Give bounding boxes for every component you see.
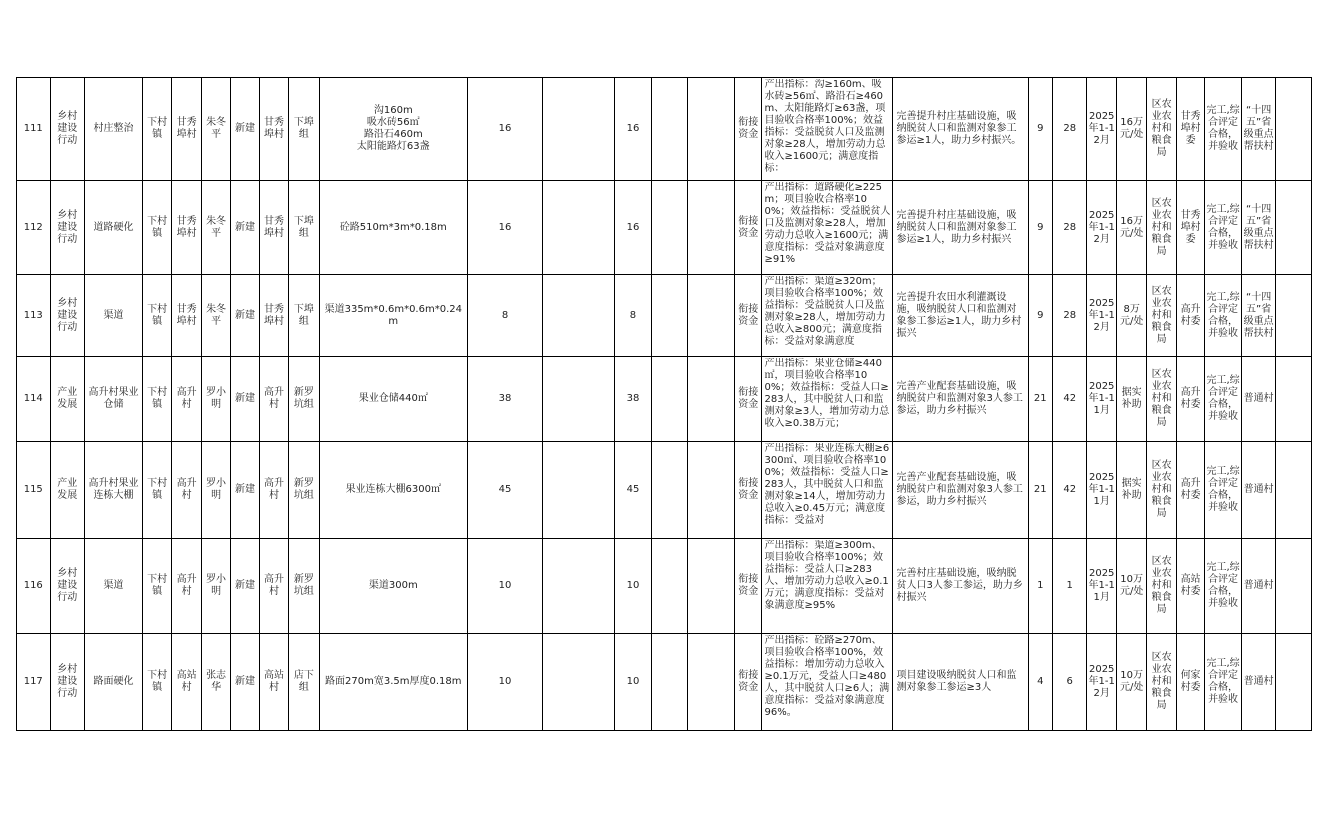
project-type-cell: 产业发展: [50, 442, 85, 539]
benefit-mechanism-cell: 项目建设吸纳脱贫人口和监测对象参工参运≥3人: [893, 634, 1028, 731]
row-number-cell: 116: [17, 539, 51, 634]
performance-indicators: 产出指标：渠道≥320m；项目验收合格率100%；效益指标：受益脱贫人口及监测对象≥28人，增加劳动力总收入≥800元；满意度指标：受益对象满意度: [764, 276, 886, 347]
subsidy-standard-cell: 8万元/处: [1116, 275, 1146, 357]
location-group-cell: 新罗坑组: [289, 442, 319, 539]
fund-column-c-cell: [651, 181, 688, 275]
subsidy-standard-cell: 据实补助: [1116, 357, 1146, 442]
fund-column-c-cell: [651, 78, 688, 181]
village-category-cell: 普通村: [1241, 539, 1276, 634]
location-village-cell: 甘秀埠村: [259, 275, 288, 357]
row-number-cell: 115: [17, 442, 51, 539]
fund-column-a-cell: [543, 634, 615, 731]
table-row: [17, 181, 1312, 275]
build-nature-cell: 新建: [231, 357, 259, 442]
town-cell: 下村镇: [142, 78, 171, 181]
beneficiary-people-cell: 42: [1052, 442, 1087, 539]
project-owner-cell: 甘秀埠村委: [1176, 78, 1204, 181]
beneficiary-people-cell: 42: [1052, 357, 1087, 442]
implementation-period-cell: 2025年1-12月: [1087, 634, 1116, 731]
fund-source-cell: 衔接资金: [735, 442, 762, 539]
subsidy-standard-cell: 10万元/处: [1116, 539, 1146, 634]
fund-column-d-cell: [688, 539, 735, 634]
project-type-cell: 乡村建设行动: [50, 634, 85, 731]
beneficiary-people-cell: 1: [1052, 539, 1087, 634]
project-name-cell: 渠道: [85, 275, 143, 357]
fund-column-c-cell: [651, 539, 688, 634]
performance-indicators-cell: [762, 357, 893, 442]
implementation-period-cell: 2025年1-11月: [1087, 442, 1116, 539]
responsible-person-cell: 罗小明: [201, 357, 230, 442]
acceptance-status-cell: 完工,综合评定合格，并验收: [1205, 357, 1242, 442]
acceptance-status-cell: 完工,综合评定合格，并验收: [1205, 634, 1242, 731]
acceptance-status-cell: 完工,综合评定合格，并验收: [1205, 181, 1242, 275]
village-category-cell: “十四五”省级重点帮扶村: [1241, 275, 1276, 357]
subsidy-standard-cell: 据实补助: [1116, 442, 1146, 539]
blank-cell-cell: [1276, 442, 1312, 539]
town-cell: 下村镇: [142, 181, 171, 275]
fund-column-a-cell: [543, 442, 615, 539]
blank-cell-cell: [1276, 357, 1312, 442]
fund-column-c-cell: [651, 275, 688, 357]
fund-column-c-cell: [651, 442, 688, 539]
village-cell: 高升村: [172, 357, 201, 442]
benefit-mechanism-cell: 完善产业配套基础设施，吸纳脱贫户和监测对象3人参工参运，助力乡村振兴: [893, 357, 1028, 442]
beneficiary-households-cell: 21: [1028, 357, 1052, 442]
fund-column-d-cell: [688, 275, 735, 357]
competent-department-cell: 区农业农村和粮食局: [1147, 634, 1176, 731]
responsible-person-cell: 罗小明: [201, 442, 230, 539]
construction-content-cell: 果业连栋大棚6300㎡: [319, 442, 467, 539]
competent-department-cell: 区农业农村和粮食局: [1147, 442, 1176, 539]
beneficiary-people-cell: 28: [1052, 78, 1087, 181]
performance-indicators-cell: [762, 442, 893, 539]
row-number-cell: 111: [17, 78, 51, 181]
project-owner-cell: 何家村委: [1176, 634, 1204, 731]
responsible-person-cell: 朱冬平: [201, 78, 230, 181]
benefit-mechanism-cell: 完善提升村庄基础设施，吸纳脱贫人口和监测对象参工参运≥1人，助力乡村振兴: [893, 181, 1028, 275]
acceptance-status-cell: 完工,综合评定合格，并验收: [1205, 78, 1242, 181]
total-investment-cell: 10: [467, 634, 542, 731]
location-village-cell: 高升村: [259, 539, 288, 634]
fund-column-c-cell: [651, 634, 688, 731]
village-cell: 高升村: [172, 539, 201, 634]
town-cell: 下村镇: [142, 634, 171, 731]
table-row: [17, 539, 1312, 634]
fund-column-a-cell: [543, 357, 615, 442]
acceptance-status-cell: 完工,综合评定合格，并验收: [1205, 275, 1242, 357]
village-cell: 高升村: [172, 442, 201, 539]
village-category-cell: 普通村: [1241, 442, 1276, 539]
table-body: [17, 78, 1312, 731]
implementation-period-cell: 2025年1-12月: [1087, 78, 1116, 181]
competent-department-cell: 区农业农村和粮食局: [1147, 181, 1176, 275]
project-name-cell: 道路硬化: [85, 181, 143, 275]
table-row: [17, 78, 1312, 181]
acceptance-status-cell: 完工,综合评定合格，并验收: [1205, 539, 1242, 634]
subsidy-standard-cell: 10万元/处: [1116, 634, 1146, 731]
subsidy-standard-cell: 16万元/处: [1116, 78, 1146, 181]
project-owner-cell: 高升村委: [1176, 442, 1204, 539]
beneficiary-households-cell: 4: [1028, 634, 1052, 731]
table-row: [17, 634, 1312, 731]
beneficiary-people-cell: 28: [1052, 275, 1087, 357]
fund-column-d-cell: [688, 357, 735, 442]
fund-source-cell: 衔接资金: [735, 181, 762, 275]
responsible-person-cell: 罗小明: [201, 539, 230, 634]
blank-cell-cell: [1276, 275, 1312, 357]
beneficiary-households-cell: 9: [1028, 275, 1052, 357]
project-owner-cell: 高升村委: [1176, 357, 1204, 442]
town-cell: 下村镇: [142, 442, 171, 539]
total-investment-cell: 8: [467, 275, 542, 357]
competent-department-cell: 区农业农村和粮食局: [1147, 357, 1176, 442]
fund-source-cell: 衔接资金: [735, 357, 762, 442]
implementation-period-cell: 2025年1-11月: [1087, 539, 1116, 634]
project-owner-cell: 甘秀埠村委: [1176, 181, 1204, 275]
responsible-person-cell: 朱冬平: [201, 275, 230, 357]
project-name-cell: 高升村果业仓储: [85, 357, 143, 442]
fund-column-b-cell: 10: [615, 634, 652, 731]
build-nature-cell: 新建: [231, 539, 259, 634]
village-cell: 高站村: [172, 634, 201, 731]
fund-column-b-cell: 16: [615, 78, 652, 181]
location-group-cell: 店下组: [289, 634, 319, 731]
project-type-cell: 乡村建设行动: [50, 181, 85, 275]
project-owner-cell: 高站村委: [1176, 539, 1204, 634]
project-name-cell: 渠道: [85, 539, 143, 634]
total-investment-cell: 45: [467, 442, 542, 539]
subsidy-standard-cell: 16万元/处: [1116, 181, 1146, 275]
fund-column-c-cell: [651, 357, 688, 442]
location-group-cell: 新罗坑组: [289, 539, 319, 634]
project-type-cell: 乡村建设行动: [50, 275, 85, 357]
fund-column-a-cell: [543, 539, 615, 634]
village-category-cell: “十四五”省级重点帮扶村: [1241, 181, 1276, 275]
performance-indicators: 产出指标：道路硬化≥225m；项目验收合格率100%；效益指标：受益脱贫人口及监测对象≥28人，增加劳动力总收入≥1600元；满意度指标：受益对象满意度≥91%: [764, 182, 891, 265]
beneficiary-people-cell: 28: [1052, 181, 1087, 275]
village-cell: 甘秀埠村: [172, 181, 201, 275]
town-cell: 下村镇: [142, 275, 171, 357]
benefit-mechanism-cell: 完善产业配套基础设施，吸纳脱贫户和监测对象3人参工参运，助力乡村振兴: [893, 442, 1028, 539]
project-name-cell: 高升村果业连栋大棚: [85, 442, 143, 539]
blank-cell-cell: [1276, 634, 1312, 731]
village-category-cell: “十四五”省级重点帮扶村: [1241, 78, 1276, 181]
performance-indicators-cell: [762, 78, 893, 181]
project-type-cell: 乡村建设行动: [50, 539, 85, 634]
fund-column-a-cell: [543, 275, 615, 357]
build-nature-cell: 新建: [231, 181, 259, 275]
village-cell: 甘秀埠村: [172, 275, 201, 357]
fund-column-d-cell: [688, 442, 735, 539]
performance-indicators: 产出指标：沟≥160m、吸水砖≥56㎡、路沿石≥460m、太阳能路灯≥63盏，项目验收合格率100%；效益指标：受益脱贫人口及监测对象≥28人，增加劳动力总收入≥1600元；满意度指标：: [764, 79, 886, 174]
beneficiary-households-cell: 21: [1028, 442, 1052, 539]
fund-column-b-cell: 10: [615, 539, 652, 634]
location-village-cell: 甘秀埠村: [259, 78, 288, 181]
fund-column-b-cell: 8: [615, 275, 652, 357]
project-owner-cell: 高升村委: [1176, 275, 1204, 357]
construction-content-cell: 渠道300m: [319, 539, 467, 634]
beneficiary-households-cell: 9: [1028, 78, 1052, 181]
beneficiary-people-cell: 6: [1052, 634, 1087, 731]
performance-indicators-cell: [762, 275, 893, 357]
build-nature-cell: 新建: [231, 78, 259, 181]
table-row: [17, 442, 1312, 539]
construction-content-cell: 路面270m宽3.5m厚度0.18m: [319, 634, 467, 731]
project-name-cell: 路面硬化: [85, 634, 143, 731]
table-row: [17, 275, 1312, 357]
construction-content-cell: 果业仓储440㎡: [319, 357, 467, 442]
performance-indicators-cell: [762, 539, 893, 634]
location-group-cell: 新罗坑组: [289, 357, 319, 442]
implementation-period-cell: 2025年1-12月: [1087, 275, 1116, 357]
location-village-cell: 高升村: [259, 442, 288, 539]
row-number-cell: 113: [17, 275, 51, 357]
row-number-cell: 114: [17, 357, 51, 442]
build-nature-cell: 新建: [231, 442, 259, 539]
construction-content-cell: 沟160m 吸水砖56㎡ 路沿石460m 太阳能路灯63盏: [319, 78, 467, 181]
table-row: [17, 357, 1312, 442]
performance-indicators: 产出指标：果业仓储≥440㎡，项目验收合格率100%；效益指标：受益人口≥283人，其中脱贫人口和监测对象≥3人，增加劳动力总收入≥0.38万元；: [764, 358, 890, 429]
benefit-mechanism-cell: 完善村庄基础设施，吸纳脱贫人口3人参工参运，助力乡村振兴: [893, 539, 1028, 634]
location-village-cell: 高站村: [259, 634, 288, 731]
construction-content-cell: 砼路510m*3m*0.18m: [319, 181, 467, 275]
total-investment-cell: 38: [467, 357, 542, 442]
location-village-cell: 高升村: [259, 357, 288, 442]
construction-content-cell: 渠道335m*0.6m*0.6m*0.24m: [319, 275, 467, 357]
build-nature-cell: 新建: [231, 634, 259, 731]
fund-column-a-cell: [543, 181, 615, 275]
responsible-person-cell: 朱冬平: [201, 181, 230, 275]
fund-column-b-cell: 16: [615, 181, 652, 275]
fund-column-d-cell: [688, 78, 735, 181]
blank-cell-cell: [1276, 181, 1312, 275]
performance-indicators: 产出指标：果业连栋大棚≥6300㎡、项目验收合格率100%；效益指标：受益人口≥283人，其中脱贫人口和监测对象≥14人，增加劳动力总收入≥0.45万元；满意度指标：受益对: [764, 443, 890, 526]
acceptance-status-cell: 完工,综合评定合格，并验收: [1205, 442, 1242, 539]
project-type-cell: 乡村建设行动: [50, 78, 85, 181]
beneficiary-households-cell: 1: [1028, 539, 1052, 634]
blank-cell-cell: [1276, 78, 1312, 181]
performance-indicators: 产出指标：砼路≥270m、项目验收合格率100%，效益指标：增加劳动力总收入≥0.1万元，受益人口≥480人，其中脱贫人口≥6人；满意度指标：受益对象满意度96%。: [764, 635, 890, 718]
village-category-cell: 普通村: [1241, 357, 1276, 442]
village-category-cell: 普通村: [1241, 634, 1276, 731]
blank-cell-cell: [1276, 539, 1312, 634]
competent-department-cell: 区农业农村和粮食局: [1147, 539, 1176, 634]
responsible-person-cell: 张志华: [201, 634, 230, 731]
performance-indicators-cell: [762, 181, 893, 275]
performance-indicators-cell: [762, 634, 893, 731]
fund-column-d-cell: [688, 634, 735, 731]
beneficiary-households-cell: 9: [1028, 181, 1052, 275]
total-investment-cell: 10: [467, 539, 542, 634]
row-number-cell: 117: [17, 634, 51, 731]
implementation-period-cell: 2025年1-12月: [1087, 181, 1116, 275]
town-cell: 下村镇: [142, 357, 171, 442]
location-group-cell: 下埠组: [289, 181, 319, 275]
fund-source-cell: 衔接资金: [735, 275, 762, 357]
fund-column-a-cell: [543, 78, 615, 181]
fund-source-cell: 衔接资金: [735, 78, 762, 181]
fund-source-cell: 衔接资金: [735, 634, 762, 731]
build-nature-cell: 新建: [231, 275, 259, 357]
competent-department-cell: 区农业农村和粮食局: [1147, 275, 1176, 357]
total-investment-cell: 16: [467, 181, 542, 275]
implementation-period-cell: 2025年1-11月: [1087, 357, 1116, 442]
project-type-cell: 产业发展: [50, 357, 85, 442]
location-village-cell: 甘秀埠村: [259, 181, 288, 275]
fund-column-d-cell: [688, 181, 735, 275]
row-number-cell: 112: [17, 181, 51, 275]
performance-indicators: 产出指标：渠道≥300m、项目验收合格率100%；效益指标：受益人口≥283人、增加劳动力总收入≥0.1万元；满意度指标：受益对象满意度≥95%: [764, 540, 889, 611]
project-name-cell: 村庄整治: [85, 78, 143, 181]
location-group-cell: 下埠组: [289, 78, 319, 181]
benefit-mechanism-cell: 完善提升村庄基础设施，吸纳脱贫人口和监测对象参工参运≥1人，助力乡村振兴。: [893, 78, 1028, 181]
fund-source-cell: 衔接资金: [735, 539, 762, 634]
fund-column-b-cell: 38: [615, 357, 652, 442]
village-cell: 甘秀埠村: [172, 78, 201, 181]
competent-department-cell: 区农业农村和粮食局: [1147, 78, 1176, 181]
town-cell: 下村镇: [142, 539, 171, 634]
location-group-cell: 下埠组: [289, 275, 319, 357]
total-investment-cell: 16: [467, 78, 542, 181]
project-table: [16, 77, 1312, 731]
fund-column-b-cell: 45: [615, 442, 652, 539]
benefit-mechanism-cell: 完善提升农田水利灌溉设施，吸纳脱贫人口和监测对象参工参运≥1人，助力乡村振兴: [893, 275, 1028, 357]
